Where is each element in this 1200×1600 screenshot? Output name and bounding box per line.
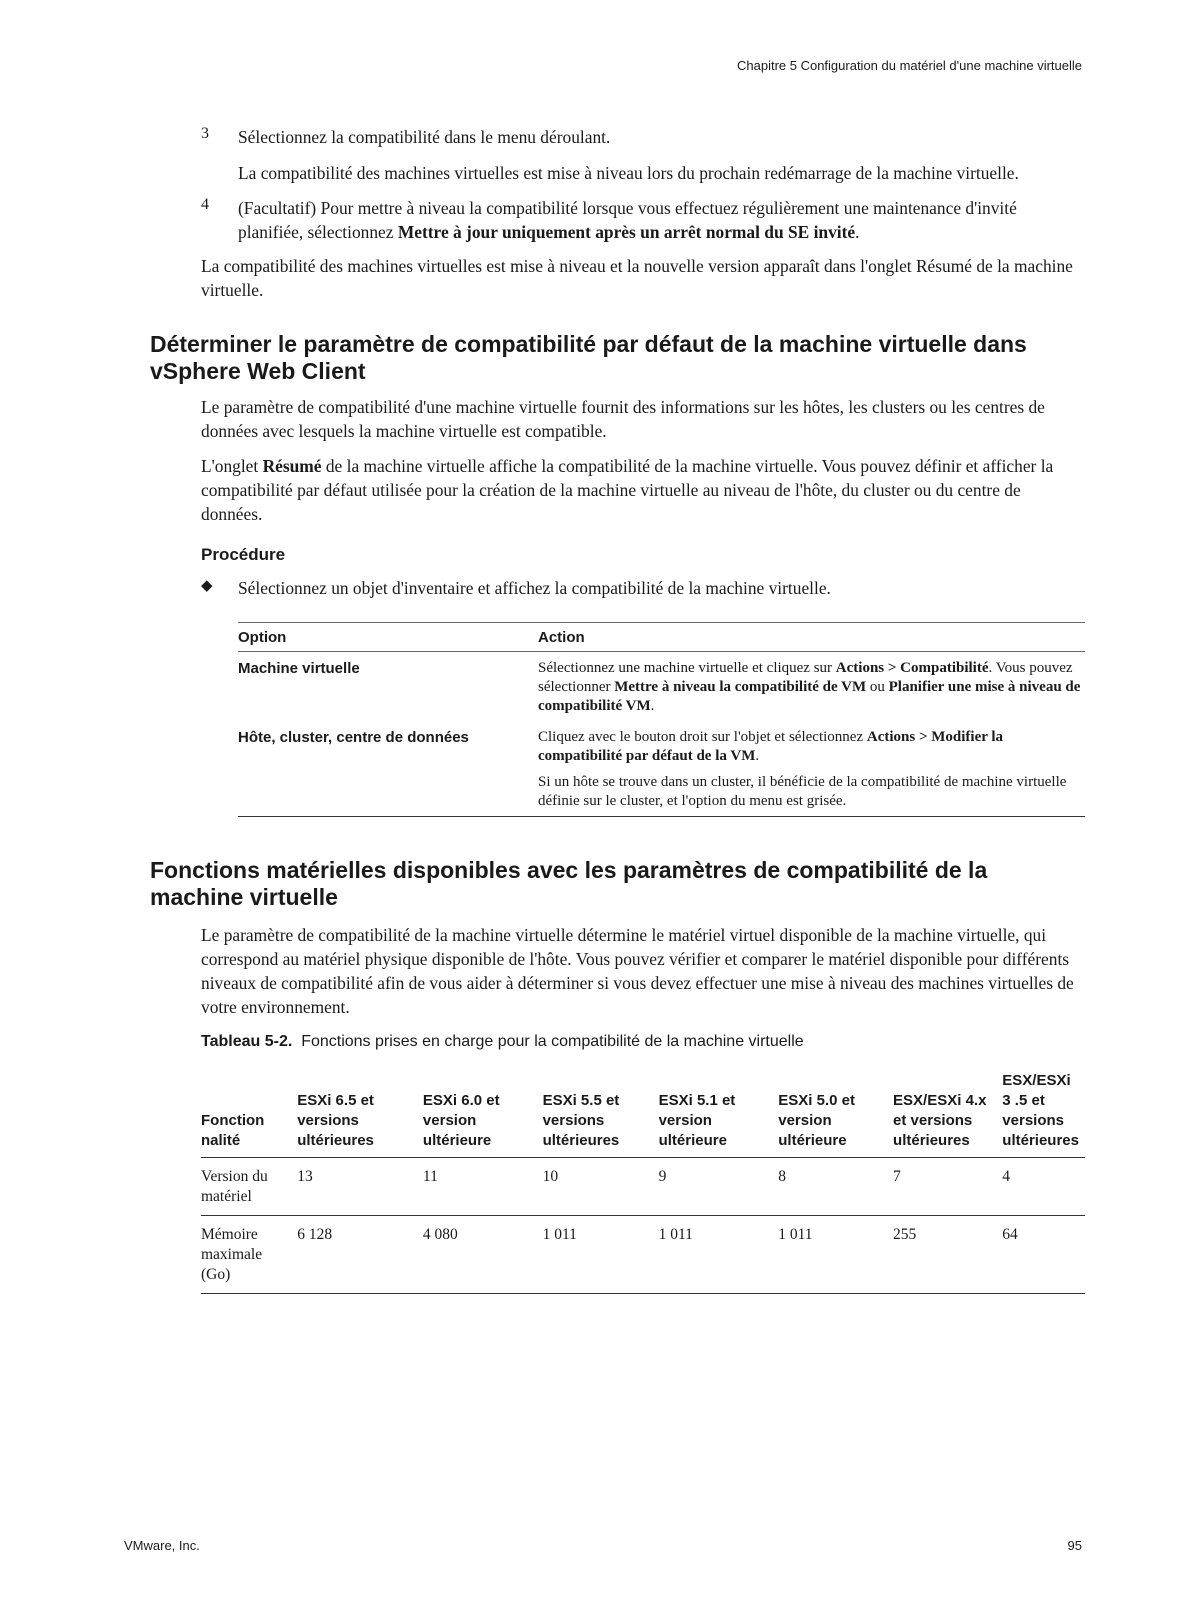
- table-cell: Version du matériel: [201, 1158, 297, 1216]
- table-cell: 1 011: [543, 1216, 659, 1294]
- table-cell: 4: [1002, 1158, 1085, 1216]
- table-row: [201, 1158, 1085, 1216]
- column-header: ESX/ESXi 4.x et versions ultérieures: [893, 1071, 1002, 1158]
- step-number: 4: [201, 196, 209, 213]
- step-text: (Facultatif) Pour mettre à niveau la compatibilité lorsque vous effectuez régulièrement une maintenance d'invité planifiée, sélectionnez Mettre à jour uniquement après un arrêt normal du SE invité.: [238, 198, 1017, 242]
- table-row: [238, 652, 1085, 722]
- running-header: Chapitre 5 Configuration du matériel d'une machine virtuelle: [736, 58, 1082, 73]
- table-label: Tableau 5-2.: [201, 1033, 293, 1050]
- table-cell: 11: [423, 1158, 543, 1216]
- paragraph: Le paramètre de compatibilité d'une machine virtuelle fournit des informations sur les hôtes, les clusters ou les centres de données avec lesquels la machine virtuelle est compatible.: [201, 397, 1045, 441]
- table-caption: [201, 1033, 1082, 1051]
- column-header: ESXi 6.5 et versions ultérieures: [297, 1071, 423, 1158]
- column-header: ESXi 5.0 et version ultérieure: [778, 1071, 893, 1158]
- option-cell: Hôte, cluster, centre de données: [238, 721, 538, 817]
- table-cell: 1 011: [778, 1216, 893, 1294]
- action-cell: Sélectionnez une machine virtuelle et cliquez sur Actions > Compatibilité. Vous pouvez sélectionner Mettre à niveau la compatibilité de VM ou Planifier une mise à niveau de compatibilité VM.: [538, 660, 1081, 714]
- step-4: [201, 196, 1082, 244]
- table-cell: 8: [778, 1158, 893, 1216]
- table-header-row: [201, 1071, 1085, 1158]
- column-header: Action: [538, 623, 1085, 652]
- column-header: ESXi 5.5 et versions ultérieures: [543, 1071, 659, 1158]
- table-caption-text: Fonctions prises en charge pour la compatibilité de la machine virtuelle: [301, 1033, 804, 1050]
- section-heading: Déterminer le paramètre de compatibilité par défaut de la machine virtuelle dans vSphere Web Client: [150, 331, 1027, 384]
- table-header-row: [238, 623, 1085, 652]
- column-header: Fonction nalité: [201, 1071, 297, 1158]
- table-cell: 13: [297, 1158, 423, 1216]
- column-header: ESX/ESXi 3 .5 et versions ultérieures: [1002, 1071, 1085, 1158]
- options-table: [238, 622, 1085, 817]
- table-cell: 1 011: [659, 1216, 779, 1294]
- result-paragraph: La compatibilité des machines virtuelles est mise à niveau et la nouvelle version apparaît dans l'onglet Résumé de la machine virtuelle.: [201, 256, 1073, 300]
- column-header: Option: [238, 623, 538, 652]
- table-cell: 4 080: [423, 1216, 543, 1294]
- table-cell: 7: [893, 1158, 1002, 1216]
- table-cell: 9: [659, 1158, 779, 1216]
- table-cell: 255: [893, 1216, 1002, 1294]
- diamond-bullet-icon: ◆: [201, 578, 213, 594]
- table-cell: 6 128: [297, 1216, 423, 1294]
- page-content: [150, 125, 1082, 1294]
- step-note: La compatibilité des machines virtuelles est mise à niveau lors du prochain redémarrage de la machine virtuelle.: [238, 163, 1019, 183]
- procedure-step: [201, 576, 1082, 600]
- procedure-step-text: Sélectionnez un objet d'inventaire et affichez la compatibilité de la machine virtuelle.: [238, 578, 831, 598]
- table-row: [238, 721, 1085, 817]
- table-cell: Mémoire maximale (Go): [201, 1216, 297, 1294]
- paragraph: Le paramètre de compatibilité de la machine virtuelle détermine le matériel virtuel disponible de la machine virtuelle, qui correspond au matériel physique disponible de l'hôte. Vous pouvez vérifier et comparer le matériel disponible pour différents niveaux de compatibilité afin de vous aider à déterminer si vous devez effectuer une mise à niveau des machines virtuelles de votre environnement.: [201, 925, 1074, 1017]
- table-cell: 64: [1002, 1216, 1085, 1294]
- option-cell: Machine virtuelle: [238, 660, 360, 677]
- step-text: Sélectionnez la compatibilité dans le menu déroulant.: [238, 127, 611, 147]
- step-number: 3: [201, 125, 209, 142]
- table-cell: 10: [543, 1158, 659, 1216]
- paragraph: L'onglet Résumé de la machine virtuelle affiche la compatibilité de la machine virtuelle. Vous pouvez définir et afficher la compatibilité par défaut utilisée pour la création de la machine virtuelle au niveau de l'hôte, du cluster ou du centre de données.: [201, 456, 1054, 524]
- section-heading: Fonctions matérielles disponibles avec les paramètres de compatibilité de la machine virtuelle: [150, 857, 988, 910]
- footer-company: VMware, Inc.: [124, 1538, 200, 1553]
- features-table: [201, 1071, 1085, 1294]
- procedure-heading: Procédure: [201, 545, 286, 564]
- table-row: [201, 1216, 1085, 1294]
- column-header: ESXi 6.0 et version ultérieure: [423, 1071, 543, 1158]
- page-number: 95: [1067, 1538, 1082, 1553]
- action-cell: Cliquez avec le bouton droit sur l'objet et sélectionnez Actions > Modifier la compatibilité par défaut de la VM. Si un hôte se trouve dans un cluster, il bénéficie de la compatibilité de machine virtuelle définie sur le cluster, et l'option du menu est grisée.: [538, 721, 1085, 817]
- column-header: ESXi 5.1 et version ultérieure: [659, 1071, 779, 1158]
- step-3: [201, 125, 1082, 185]
